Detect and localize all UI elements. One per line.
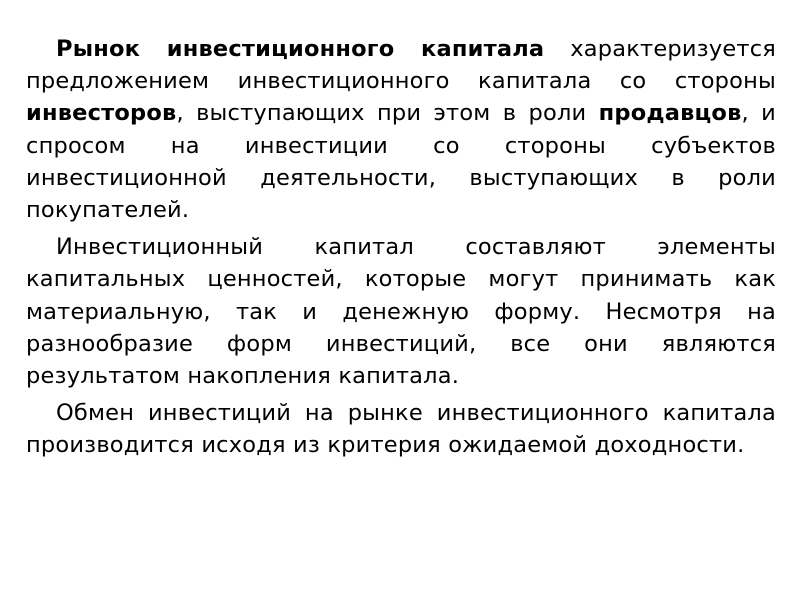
term-investment-capital-market: Рынок инвестиционного капитала (56, 36, 545, 62)
paragraph-capital-composition: Инвестиционный капитал составляют элементы капитальных ценностей, которые могут принимать как материальную, так и денежную форму. Несмотря на разнообразие форм инвестиций, все они являются результатом накопления капитала. (26, 234, 776, 390)
term-investors: инвесторов (26, 100, 177, 127)
paragraph-text: , выступающих при этом в роли (176, 100, 599, 127)
paragraph-market-definition (26, 33, 776, 226)
paragraph-text: характеризуется предложением инвестиционного капитала со стороны (26, 36, 777, 95)
paragraph-text: , и спросом на инвестиции со стороны субъектов инвестиционной деятельности, выступающих в роли покупателей. (26, 100, 776, 224)
paragraph-exchange-criterion: Обмен инвестиций на рынке инвестиционного капитала производится исходя из критерия ожидаемой доходности. (26, 400, 776, 459)
term-sellers: продавцов (598, 100, 742, 127)
slide-body (26, 33, 776, 467)
